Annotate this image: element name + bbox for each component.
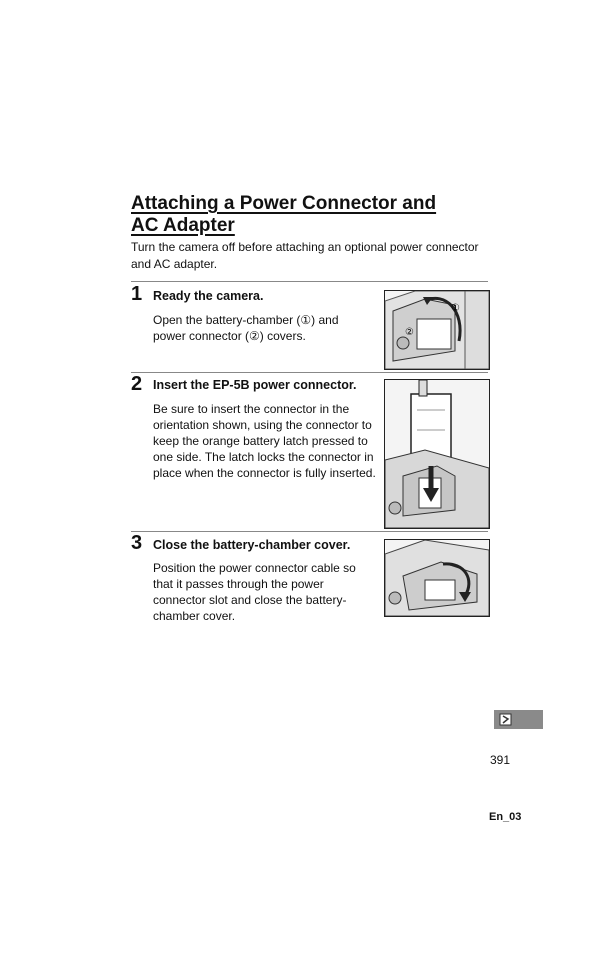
- page-number: 391: [490, 753, 511, 767]
- step-divider: [131, 372, 488, 373]
- step-1-illustration: [384, 290, 490, 370]
- step-3-number: 3: [131, 532, 143, 554]
- section-tab[interactable]: [494, 710, 543, 729]
- step-divider: [131, 531, 488, 532]
- step-2-body: Be sure to insert the connector in the orientation shown, using the connector to keep the orange battery latch pressed to one side. The latch locks the connector in place when the connector is fully inserted.: [153, 402, 376, 480]
- callout-2: ②: [405, 327, 414, 338]
- step-3-illustration: [384, 539, 490, 617]
- step-2-number: 2: [131, 373, 143, 395]
- step-1-body: Open the battery-chamber (①) and power connector (②) covers.: [153, 313, 339, 343]
- step-2-title: Insert the EP-5B power connector.: [153, 378, 357, 392]
- step-2-illustration: [384, 379, 490, 529]
- step-1-number: 1: [131, 283, 143, 305]
- step-1-title: Ready the camera.: [153, 289, 264, 303]
- callout-1: ①: [451, 303, 460, 314]
- step-3-body: Position the power connector cable so that it passes through the power connector slot and close the battery-chamber cover.: [153, 561, 356, 623]
- section-divider: [131, 281, 488, 282]
- page-title: Attaching a Power Connector and AC Adapter: [131, 193, 437, 236]
- intro-text: Turn the camera off before attaching an optional power connector and AC adapter.: [131, 240, 479, 271]
- menu-section-icon: [499, 713, 513, 731]
- footer-code: En_03: [489, 811, 522, 823]
- step-3-title: Close the battery-chamber cover.: [153, 538, 351, 552]
